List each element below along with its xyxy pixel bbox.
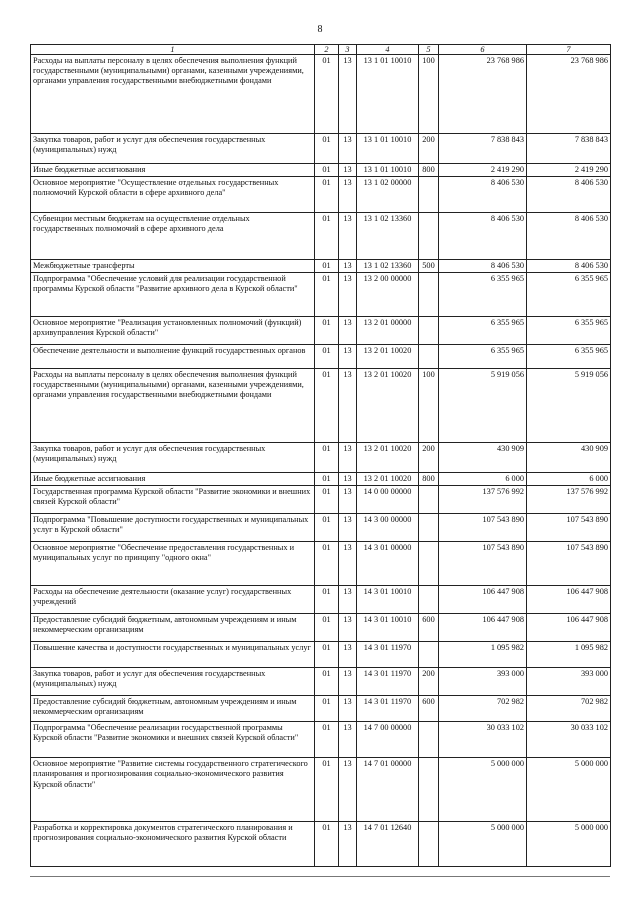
row-amount-cell: 5 000 000: [439, 822, 527, 867]
row-subsection-cell: 13: [339, 722, 357, 758]
table-row: [31, 345, 611, 369]
row-section-cell: 01: [315, 722, 339, 758]
row-amount-cell: 23 768 986: [439, 55, 527, 134]
row-target-code-cell: 14 7 00 00000: [357, 722, 419, 758]
row-name-cell: Государственная программа Курской области "Развитие экономики и внешних связей Курской области": [31, 486, 315, 514]
row-amount-cell: 106 447 908: [439, 586, 527, 614]
row-subsection-cell: 13: [339, 345, 357, 369]
row-amount-cell: 8 406 530: [439, 177, 527, 213]
row-amount-cell: 30 033 102: [527, 722, 611, 758]
row-subsection-cell: 13: [339, 317, 357, 345]
row-name-cell: Расходы на выплаты персоналу в целях обеспечения выполнения функций государственными (муниципальными) органами, казенными учреждениями, органами управления государственными внебюджетными фондами: [31, 55, 315, 134]
row-amount-cell: 106 447 908: [439, 614, 527, 642]
row-section-cell: 01: [315, 443, 339, 473]
row-amount-cell: 107 543 890: [439, 514, 527, 542]
row-target-code-cell: 14 3 01 10010: [357, 614, 419, 642]
row-name-cell: Разработка и корректировка документов стратегического планирования и прогнозирования социально-экономического развития Курской области: [31, 822, 315, 867]
row-target-code-cell: 13 2 01 10020: [357, 369, 419, 443]
row-subsection-cell: 13: [339, 473, 357, 486]
row-amount-cell: 5 919 056: [527, 369, 611, 443]
row-amount-cell: 8 406 530: [527, 260, 611, 273]
row-subsection-cell: 13: [339, 273, 357, 317]
row-amount-cell: 6 355 965: [439, 317, 527, 345]
row-expense-type-cell: 600: [419, 614, 439, 642]
table-row: [31, 55, 611, 134]
row-subsection-cell: 13: [339, 642, 357, 668]
row-section-cell: 01: [315, 213, 339, 260]
row-amount-cell: 107 543 890: [439, 542, 527, 586]
table-row: [31, 317, 611, 345]
row-expense-type-cell: [419, 273, 439, 317]
table-row: [31, 213, 611, 260]
header-cell: 3: [339, 45, 357, 55]
row-target-code-cell: 14 3 01 11970: [357, 642, 419, 668]
row-target-code-cell: 13 2 01 00000: [357, 317, 419, 345]
row-target-code-cell: 13 1 02 13360: [357, 213, 419, 260]
row-amount-cell: 430 909: [527, 443, 611, 473]
row-target-code-cell: 13 2 00 00000: [357, 273, 419, 317]
row-subsection-cell: 13: [339, 260, 357, 273]
row-target-code-cell: 13 1 02 13360: [357, 260, 419, 273]
row-target-code-cell: 13 2 01 10020: [357, 473, 419, 486]
row-expense-type-cell: 100: [419, 369, 439, 443]
row-expense-type-cell: 100: [419, 55, 439, 134]
table-row: [31, 260, 611, 273]
row-amount-cell: 6 355 965: [527, 345, 611, 369]
row-amount-cell: 6 355 965: [439, 273, 527, 317]
row-amount-cell: 8 406 530: [527, 213, 611, 260]
table-row: [31, 369, 611, 443]
table-row: [31, 164, 611, 177]
row-amount-cell: 6 355 965: [439, 345, 527, 369]
row-amount-cell: 8 406 530: [439, 260, 527, 273]
row-expense-type-cell: [419, 542, 439, 586]
row-subsection-cell: 13: [339, 134, 357, 164]
row-name-cell: Подпрограмма "Повышение доступности государственных и муниципальных услуг в Курской области": [31, 514, 315, 542]
header-cell: 1: [31, 45, 315, 55]
row-name-cell: Основное мероприятие "Обеспечение предоставления государственных и муниципальных услуг по принципу "одного окна": [31, 542, 315, 586]
table-row: [31, 177, 611, 213]
table-row: [31, 642, 611, 668]
table-row: [31, 668, 611, 696]
row-subsection-cell: 13: [339, 696, 357, 722]
row-section-cell: 01: [315, 514, 339, 542]
table-body: [31, 55, 611, 867]
row-name-cell: Предоставление субсидий бюджетным, автономным учреждениям и иным некоммерческим организациям: [31, 696, 315, 722]
table-row: [31, 542, 611, 586]
row-amount-cell: 8 406 530: [527, 177, 611, 213]
row-expense-type-cell: 600: [419, 696, 439, 722]
table-row: [31, 514, 611, 542]
row-section-cell: 01: [315, 164, 339, 177]
row-target-code-cell: 13 1 01 10010: [357, 164, 419, 177]
row-amount-cell: 6 355 965: [527, 317, 611, 345]
row-name-cell: Основное мероприятие "Развитие системы государственного стратегического планирования и прогнозирования социально-экономического развития Курской области": [31, 758, 315, 822]
row-target-code-cell: 13 1 01 10010: [357, 55, 419, 134]
row-expense-type-cell: [419, 758, 439, 822]
row-name-cell: Иные бюджетные ассигнования: [31, 164, 315, 177]
row-section-cell: 01: [315, 177, 339, 213]
row-section-cell: 01: [315, 317, 339, 345]
table-row: [31, 443, 611, 473]
row-name-cell: Обеспечение деятельности и выполнение функций государственных органов: [31, 345, 315, 369]
row-amount-cell: 137 576 992: [439, 486, 527, 514]
row-target-code-cell: 14 3 01 10010: [357, 586, 419, 614]
row-amount-cell: 702 982: [439, 696, 527, 722]
row-section-cell: 01: [315, 55, 339, 134]
table-row: [31, 822, 611, 867]
table-row: [31, 586, 611, 614]
row-expense-type-cell: [419, 722, 439, 758]
row-amount-cell: 5 000 000: [527, 758, 611, 822]
row-name-cell: Межбюджетные трансферты: [31, 260, 315, 273]
table-row: [31, 273, 611, 317]
header-cell: 7: [527, 45, 611, 55]
row-target-code-cell: 14 7 01 00000: [357, 758, 419, 822]
row-expense-type-cell: 200: [419, 668, 439, 696]
row-amount-cell: 8 406 530: [439, 213, 527, 260]
budget-table: [30, 44, 611, 867]
row-expense-type-cell: [419, 317, 439, 345]
row-section-cell: 01: [315, 473, 339, 486]
row-amount-cell: 106 447 908: [527, 586, 611, 614]
row-subsection-cell: 13: [339, 213, 357, 260]
row-name-cell: Иные бюджетные ассигнования: [31, 473, 315, 486]
row-name-cell: Основное мероприятие "Осуществление отдельных государственных полномочий Курской области в сфере архивного дела": [31, 177, 315, 213]
table-row: [31, 486, 611, 514]
row-subsection-cell: 13: [339, 443, 357, 473]
row-amount-cell: 1 095 982: [439, 642, 527, 668]
row-target-code-cell: 13 1 02 00000: [357, 177, 419, 213]
row-name-cell: Субвенции местным бюджетам на осуществление отдельных государственных полномочий в сфере архивного дела: [31, 213, 315, 260]
row-target-code-cell: 13 2 01 10020: [357, 443, 419, 473]
row-amount-cell: 6 355 965: [527, 273, 611, 317]
table-row: [31, 696, 611, 722]
row-name-cell: Закупка товаров, работ и услуг для обеспечения государственных (муниципальных) нужд: [31, 668, 315, 696]
row-expense-type-cell: [419, 514, 439, 542]
row-section-cell: 01: [315, 542, 339, 586]
row-section-cell: 01: [315, 642, 339, 668]
row-subsection-cell: 13: [339, 486, 357, 514]
row-section-cell: 01: [315, 822, 339, 867]
row-subsection-cell: 13: [339, 164, 357, 177]
row-name-cell: Закупка товаров, работ и услуг для обеспечения государственных (муниципальных) нужд: [31, 134, 315, 164]
row-section-cell: 01: [315, 614, 339, 642]
row-target-code-cell: 13 1 01 10010: [357, 134, 419, 164]
row-expense-type-cell: [419, 822, 439, 867]
row-expense-type-cell: 500: [419, 260, 439, 273]
row-amount-cell: 107 543 890: [527, 542, 611, 586]
row-subsection-cell: 13: [339, 542, 357, 586]
row-amount-cell: 1 095 982: [527, 642, 611, 668]
header-cell: 4: [357, 45, 419, 55]
table-row: [31, 134, 611, 164]
row-expense-type-cell: [419, 213, 439, 260]
row-amount-cell: 23 768 986: [527, 55, 611, 134]
row-amount-cell: 393 000: [527, 668, 611, 696]
row-section-cell: 01: [315, 486, 339, 514]
row-subsection-cell: 13: [339, 369, 357, 443]
table-row: [31, 758, 611, 822]
table-row: [31, 722, 611, 758]
row-name-cell: Повышение качества и доступности государственных и муниципальных услуг: [31, 642, 315, 668]
row-expense-type-cell: [419, 486, 439, 514]
row-section-cell: 01: [315, 260, 339, 273]
row-name-cell: Расходы на выплаты персоналу в целях обеспечения выполнения функций государственными (муниципальными) органами, казенными учреждениями, органами управления государственными внебюджетными фондами: [31, 369, 315, 443]
row-target-code-cell: 14 0 00 00000: [357, 486, 419, 514]
row-amount-cell: 702 982: [527, 696, 611, 722]
row-target-code-cell: 13 2 01 10020: [357, 345, 419, 369]
row-expense-type-cell: [419, 586, 439, 614]
row-amount-cell: 106 447 908: [527, 614, 611, 642]
row-section-cell: 01: [315, 668, 339, 696]
page-number: 8: [317, 24, 323, 35]
row-name-cell: Подпрограмма "Обеспечение реализации государственной программы Курской области "Развитие экономики и внешних связей Курской области": [31, 722, 315, 758]
row-amount-cell: 6 000: [439, 473, 527, 486]
row-amount-cell: 7 838 843: [527, 134, 611, 164]
row-subsection-cell: 13: [339, 758, 357, 822]
row-target-code-cell: 14 3 00 00000: [357, 514, 419, 542]
row-name-cell: Закупка товаров, работ и услуг для обеспечения государственных (муниципальных) нужд: [31, 443, 315, 473]
row-amount-cell: 430 909: [439, 443, 527, 473]
row-subsection-cell: 13: [339, 55, 357, 134]
row-expense-type-cell: 800: [419, 473, 439, 486]
row-target-code-cell: 14 3 01 11970: [357, 668, 419, 696]
table-row: [31, 473, 611, 486]
row-amount-cell: 5 919 056: [439, 369, 527, 443]
row-subsection-cell: 13: [339, 586, 357, 614]
row-subsection-cell: 13: [339, 514, 357, 542]
row-section-cell: 01: [315, 758, 339, 822]
row-expense-type-cell: [419, 177, 439, 213]
row-expense-type-cell: [419, 642, 439, 668]
row-section-cell: 01: [315, 586, 339, 614]
header-row: [31, 45, 611, 55]
row-name-cell: Основное мероприятие "Реализация установленных полномочий (функций) архивуправления Курской области": [31, 317, 315, 345]
row-name-cell: Расходы на обеспечение деятельности (оказание услуг) государственных учреждений: [31, 586, 315, 614]
row-subsection-cell: 13: [339, 177, 357, 213]
row-amount-cell: 137 576 992: [527, 486, 611, 514]
header-cell: 2: [315, 45, 339, 55]
row-amount-cell: 107 543 890: [527, 514, 611, 542]
row-amount-cell: 6 000: [527, 473, 611, 486]
row-section-cell: 01: [315, 369, 339, 443]
table-row: [31, 614, 611, 642]
row-amount-cell: 393 000: [439, 668, 527, 696]
row-amount-cell: 2 419 290: [439, 164, 527, 177]
row-target-code-cell: 14 3 01 11970: [357, 696, 419, 722]
row-target-code-cell: 14 7 01 12640: [357, 822, 419, 867]
row-subsection-cell: 13: [339, 614, 357, 642]
row-amount-cell: 5 000 000: [527, 822, 611, 867]
row-name-cell: Предоставление субсидий бюджетным, автономным учреждениям и иным некоммерческим организациям: [31, 614, 315, 642]
header-cell: 5: [419, 45, 439, 55]
row-expense-type-cell: 800: [419, 164, 439, 177]
row-expense-type-cell: 200: [419, 443, 439, 473]
row-amount-cell: 30 033 102: [439, 722, 527, 758]
row-section-cell: 01: [315, 696, 339, 722]
row-amount-cell: 2 419 290: [527, 164, 611, 177]
row-amount-cell: 5 000 000: [439, 758, 527, 822]
page-bottom-rule: [30, 876, 610, 877]
row-amount-cell: 7 838 843: [439, 134, 527, 164]
row-section-cell: 01: [315, 134, 339, 164]
row-subsection-cell: 13: [339, 822, 357, 867]
row-section-cell: 01: [315, 273, 339, 317]
row-target-code-cell: 14 3 01 00000: [357, 542, 419, 586]
row-expense-type-cell: 200: [419, 134, 439, 164]
row-expense-type-cell: [419, 345, 439, 369]
header-cell: 6: [439, 45, 527, 55]
row-subsection-cell: 13: [339, 668, 357, 696]
row-section-cell: 01: [315, 345, 339, 369]
row-name-cell: Подпрограмма "Обеспечение условий для реализации государственной программы Курской области "Развитие архивного дела в Курской области": [31, 273, 315, 317]
